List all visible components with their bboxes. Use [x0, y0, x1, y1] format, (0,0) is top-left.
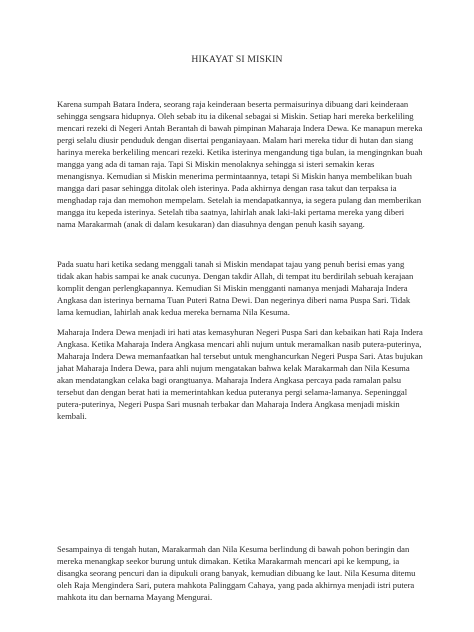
paragraph: Maharaja Indera Dewa menjadi iri hati atas kemasyhuran Negeri Puspa Sari dan kebaikan hati Raja Indera Angkasa. Ketika Maharaja Indera Angkasa mencari ahli nujum untuk meramalkan nasib putera-puterinya, Maharaja Indera Dewa memanfaatkan hal tersebut untuk menghancurkan Negeri Puspa Sari. Atas bujukan jahat Maharaja Indera Dewa, para ahli nujum mengatakan bahwa kelak Marakarmah dan Nila Kesuma akan mendatangkan celaka bagi orangtuanya. Maharaja Indera Angkasa percaya pada ramalan palsu tersebut dan dengan berat hati ia memerintahkan kedua puteranya pergi selama-lamanya. Sepeninggal putera-puterinya, Negeri Puspa Sari musnah terbakar dan Maharaja Indera Angkasa menjadi miskin kembali.: [57, 327, 423, 421]
paragraph-block-1: [57, 98, 423, 230]
paragraph: Karena sumpah Batara Indera, seorang raja keinderaan beserta permaisurinya dibuang dari keinderaan sehingga sengsara hidupnya. Oleh sebab itu ia dikenal sebagai si Miskin. Setiap hari mereka berkeliling mencari rezeki di Negeri Antah Berantah di bawah pimpinan Maharaja Indera Dewa. Ke manapun mereka pergi selalu diusir penduduk dengan disertai penganiayaan. Malam hari mereka tidur di hutan dan siang harinya mereka berkeliling mencari rezeki. Ketika isterinya mengandung tiga bulan, ia mengingnkan buah mangga yang ada di taman raja. Tapi Si Miskin menolaknya sehingga si isteri semakin keras menangisnya. Kemudian si Miskin menerima permintaannya, tetapi Si Miskin hanya membelikan buah mangga dari pasar sehingga ditolak oleh isterinya. Pada akhirnya dengan rasa takut dan terpaksa ia menghadap raja dan memohon mempelam. Setelah ia mendapatkannya, ia segera pulang dan memberikan mangga itu kepeda isterinya. Setelah tiba saatnya, lahirlah anak laki-laki pertama mereka yang diberi nama Marakarmah (anak di dalam kesukaran) dan diasuhnya dengan penuh kasih sayang.: [57, 99, 423, 229]
paragraph: Sesampainya di tengah hutan, Marakarmah dan Nila Kesuma berlindung di bawah pohon beringin dan mereka menangkap seekor burung untuk dimakan. Ketika Marakarmah mencari api ke kempung, ia disangka seorang pencuri dan ia dipukuli orang banyak, kemudian dibuang ke laut. Nila Kesuma ditemu oleh Raja Mengindera Sari, putera mahkota Palinggam Cahaya, yang pada akhirnya menjadi istri putera mahkota itu dan bernama Mayang Mengurai.: [57, 544, 416, 602]
paragraph-block-2: [57, 258, 423, 422]
paragraph-block-3: [57, 543, 423, 603]
paragraph: Pada suatu hari ketika sedang menggali tanah si Miskin mendapat tajau yang penuh berisi emas yang tidak akan habis sampai ke anak cucunya. Dengan takdir Allah, di tempat itu berdirilah sebuah kerajaan komplit dengan perlengkapannya. Kemudian Si Miskin mengganti namanya menjadi Maharaja Indera Angkasa dan isterinya bernama Tuan Puteri Ratna Dewi. Dan negerinya diberi nama Puspa Sari. Tidak lama kemudian, lahirlah anak kedua mereka bernama Nila Kesuma.: [57, 259, 414, 317]
document-title: HIKAYAT SI MISKIN: [191, 54, 283, 65]
